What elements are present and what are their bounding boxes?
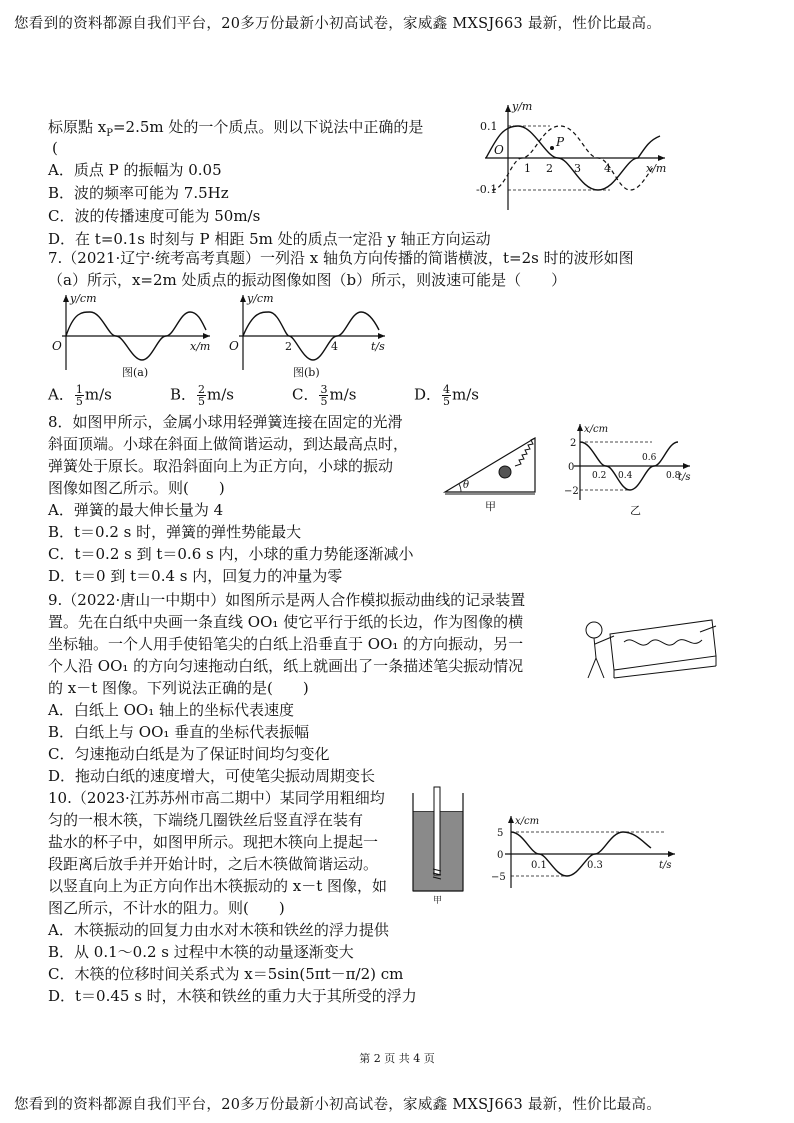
q10-option-b: B．从 0.1～0.2 s 过程中木筷的动量逐渐变大: [48, 943, 354, 961]
q8-fig-yi: [560, 420, 700, 520]
q9-line2: 坐标轴。一个人用手使铅笔尖的白纸上沿垂直于 OO₁ 的方向振动，另一: [48, 635, 524, 653]
q7-graph-b: [225, 290, 395, 380]
q6-option-c: C．波的传播速度可能为 50m/s: [48, 207, 261, 225]
q8-yi-y-label: x/cm: [584, 424, 609, 435]
q8-option-c: C．t＝0.2 s 到 t＝0.6 s 内，小球的重力势能逐渐减小: [48, 545, 414, 563]
q8-line2: 斜面顶端。小球在斜面上做简谐运动，到达最高点时，: [48, 435, 409, 453]
q9-line4: 的 x－t 图像。下列说法正确的是( ): [48, 679, 309, 697]
q6-tick-1: 1: [524, 162, 531, 175]
q8-option-a: A．弹簧的最大伸长量为 4: [48, 501, 224, 519]
q10-option-c: C．木筷的位移时间关系式为 x＝5sin(5πt－π/2) cm: [48, 965, 404, 983]
q6-wave-graph: [450, 100, 690, 220]
q7-graph-a: [40, 290, 220, 380]
q10-fig-jia-cup: [405, 785, 470, 905]
q6-tick-3: 3: [574, 162, 581, 175]
q7-option-d: D． $\frac{4}{5}$ m/s: [414, 383, 480, 408]
q7a-x-label: x/m: [190, 340, 211, 353]
q9-line-top: 置。先在白纸中央画一条直线 OO₁ 使它平行于纸的长边，作为图像的横: [48, 613, 524, 631]
q8-yi-tick-0.4: 0.4: [618, 471, 633, 481]
bottom-banner: 您看到的资料都源自我们平台，20多万份最新小初高试卷，家威鑫 MXSJ663 最新，性价比最高。: [14, 1097, 662, 1113]
q7b-caption: 图(b): [293, 366, 320, 379]
q10-fig-yi-graph: [485, 812, 685, 892]
q8-yi-tick-0.6: 0.6: [642, 453, 657, 463]
q7a-origin: O: [52, 339, 62, 353]
q7b-x-label: t/s: [371, 340, 385, 353]
q8-yi-tick-0.8: 0.8: [666, 471, 681, 481]
q6-option-a: A．质点 P 的振幅为 0.05: [48, 161, 222, 179]
q7-option-b: B． $\frac{2}{5}$ m/s: [170, 383, 235, 408]
q10-yi-origin: 0: [497, 850, 504, 861]
q6-point-p: P: [556, 135, 565, 149]
q10-yi-y-label: x/cm: [515, 816, 540, 827]
q10-yi-y-bottom: −5: [491, 872, 506, 883]
page-footer: 第 2 页 共 4 页: [359, 1052, 435, 1065]
q9-option-b: B．白纸上与 OO₁ 垂直的坐标代表振幅: [48, 723, 310, 741]
q8-yi-x-label: t/s: [678, 472, 691, 483]
q10-yi-x-label: t/s: [659, 860, 672, 871]
q10-line4: 段距离后放手并开始计时，之后木筷做简谐运动。: [48, 855, 379, 873]
q8-yi-y-top: 2: [570, 438, 577, 449]
q6-y-bottom: -0.1: [476, 183, 498, 196]
q9-line3: 个人沿 OO₁ 的方向匀速拖动白纸，纸上就画出了一条描述笔尖振动情况: [48, 657, 524, 675]
q6-option-b: B．波的频率可能为 7.5Hz: [48, 184, 229, 202]
q10-yi-tick-0.3: 0.3: [587, 860, 603, 871]
q10-line5: 以竖直向上为正方向作出木筷振动的 x－t 图像，如: [48, 877, 388, 895]
q10-line3: 盐水的杯子中，如图甲所示。现把木筷向上提起一: [48, 833, 379, 851]
q8-yi-tick-0.2: 0.2: [592, 471, 607, 481]
q6-tick-4: 4: [604, 162, 611, 175]
q8-yi-caption: 乙: [630, 504, 641, 517]
q8-jia-caption: 甲: [485, 500, 496, 513]
q10-jia-caption: 甲: [433, 896, 443, 905]
q8-option-b: B．t＝0.2 s 时，弹簧的弹性势能最大: [48, 523, 302, 541]
q7-option-a: A． $\frac{1}{5}$ m/s: [48, 383, 112, 408]
q6-x-label: x/m: [646, 162, 667, 175]
q10-yi-tick-0.1: 0.1: [531, 860, 547, 871]
q6-option-d: D．在 t=0.1s 时刻与 P 相距 5m 处的质点一定沿 y 轴正方向运动: [48, 230, 491, 248]
q8-yi-y-bottom: −2: [564, 486, 579, 497]
q8-yi-origin: 0: [568, 462, 575, 473]
q6-stem-line1: 标原點 $x_P=2.5m$ 处的一个质点。则以下说法中正确的是: [48, 118, 424, 139]
q10-option-a: A．木筷振动的回复力由水对木筷和铁丝的浮力提供: [48, 921, 389, 939]
q8-option-d: D．t＝0 到 t＝0.4 s 内，回复力的冲量为零: [48, 567, 343, 585]
q8-angle: θ: [463, 480, 470, 491]
q7-option-c: C． $\frac{3}{5}$ m/s: [292, 383, 357, 408]
q7-line2: （a）所示，x=2m 处质点的振动图像如图（b）所示，则波速可能是（ ）: [48, 271, 567, 289]
q6-tick-2: 2: [546, 162, 553, 175]
q6-origin: O: [494, 143, 504, 157]
q9-option-a: A．白纸上 OO₁ 轴上的坐标代表速度: [48, 701, 294, 719]
q6-y-label: y/m: [512, 100, 533, 113]
q9-option-c: C．匀速拖动白纸是为了保证时间均匀变化: [48, 745, 330, 763]
q9-line1: 9.（2022·唐山一中期中）如图所示是两人合作模拟振动曲线的记录装置: [48, 591, 526, 609]
q9-device-illustration: [580, 612, 720, 682]
q7a-caption: 图(a): [122, 366, 149, 379]
q10-line1: 10.（2023·江苏苏州市高二期中）某同学用粗细均: [48, 789, 385, 807]
q7b-tick-2: 2: [285, 340, 292, 353]
q10-option-d: D．t＝0.45 s 时，木筷和铁丝的重力大于其所受的浮力: [48, 987, 417, 1005]
q10-line2: 匀的一根木筷，下端绕几圈铁丝后竖直浮在装有: [48, 811, 364, 829]
q8-line1: 8．如图甲所示，金属小球用轻弹簧连接在固定的光滑: [48, 413, 403, 431]
q6-y-top: 0.1: [480, 120, 498, 133]
q8-line3: 弹簧处于原长。取沿斜面向上为正方向，小球的振动: [48, 457, 394, 475]
q7a-y-label: y/cm: [70, 292, 97, 305]
q7b-tick-4: 4: [331, 340, 338, 353]
q8-fig-jia: [435, 430, 540, 515]
q10-line6: 图乙所示，不计水的阻力。则( ): [48, 899, 285, 917]
top-banner: 您看到的资料都源自我们平台，20多万份最新小初高试卷，家威鑫 MXSJ663 最新，性价比最高。: [14, 16, 662, 32]
q7b-y-label: y/cm: [247, 292, 274, 305]
q9-option-d: D．拖动白纸的速度增大，可使笔尖振动周期变长: [48, 767, 376, 785]
q7-line1: 7.（2021·辽宁·统考高考真题）一列沿 x 轴负方向传播的简谐横波，t=2s 时的波形如图: [48, 249, 634, 267]
q7b-origin: O: [229, 339, 239, 353]
q8-line4: 图像如图乙所示。则( ): [48, 479, 225, 497]
q6-stem-line2: (: [52, 139, 58, 157]
q10-yi-y-top: 5: [497, 828, 504, 839]
